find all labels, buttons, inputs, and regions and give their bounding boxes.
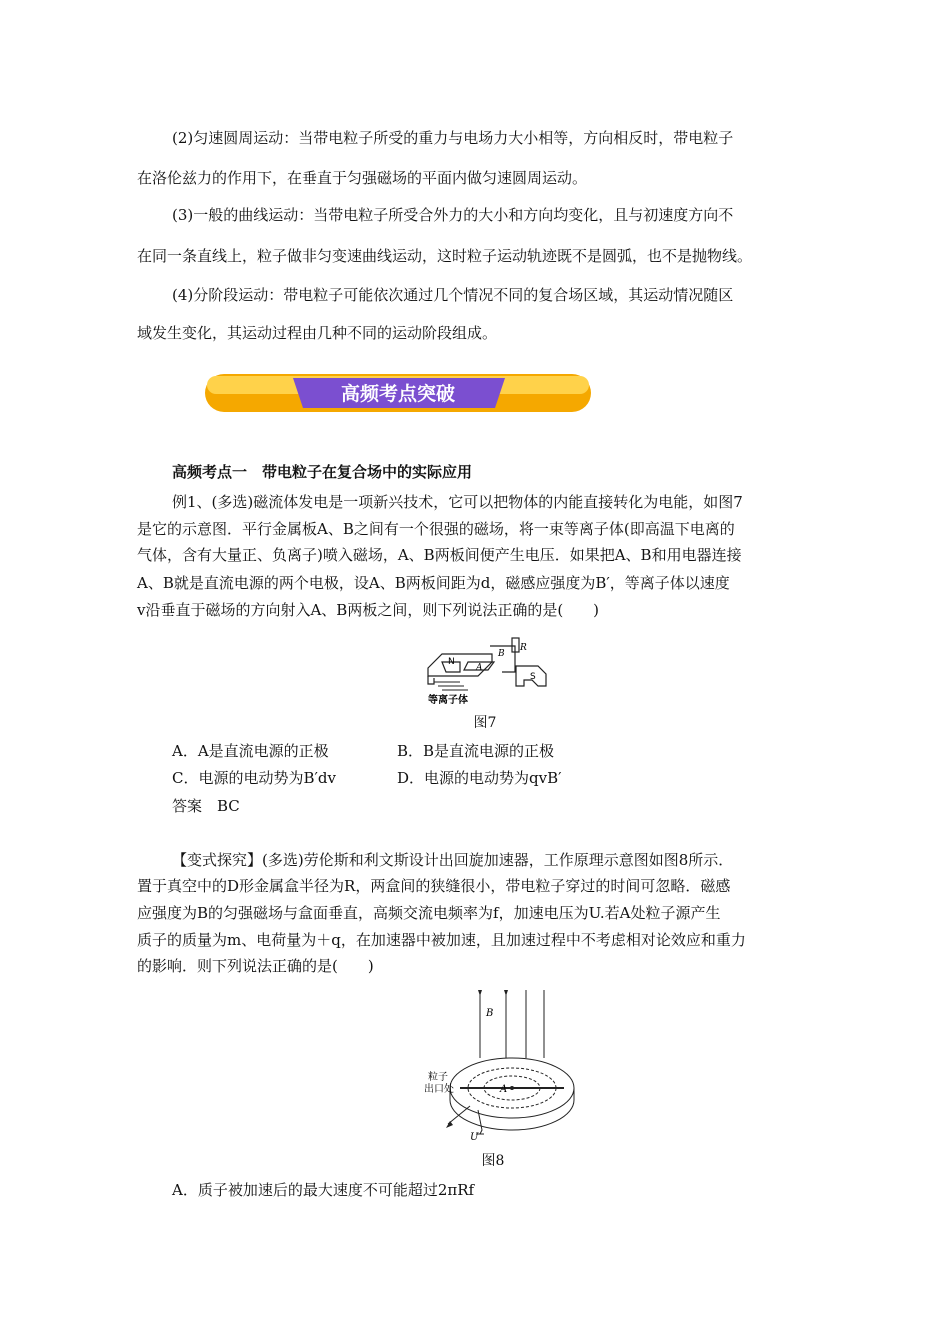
ex1-line4: A、B就是直流电源的两个电极，设A、B两板间距为d，磁感应强度为B′，等离子体以速度 [137, 574, 730, 592]
fig7-label-plasma: 等离子体 [428, 695, 468, 706]
ex1-option-d: D．电源的电动势为qvB′ [397, 769, 562, 787]
fig8-label-a: A [500, 1084, 508, 1095]
fig7-label-s: S [530, 672, 536, 682]
banner-text: 高频考点突破 [340, 383, 456, 405]
ex1-option-c: C．电源的电动势为B′dv [172, 769, 336, 787]
var-option-a: A．质子被加速后的最大速度不可能超过2πRf [172, 1181, 475, 1199]
ex1-answer: 答案 BC [172, 797, 240, 815]
fig8-label-exit-2: 出口处 [424, 1084, 454, 1095]
fig7-label-r: R [520, 643, 527, 653]
fig7-label-a: A [476, 663, 483, 673]
var-line1: 【变式探究】(多选)劳伦斯和利文斯设计出回旋加速器，工作原理示意图如图8所示． [172, 851, 734, 869]
var-line4: 质子的质量为m、电荷量为＋q，在加速器中被加速，且加速过程中不考虑相对论效应和重力 [137, 931, 746, 949]
var-line5: 的影响．则下列说法正确的是( ) [137, 957, 374, 975]
intro-p6: 域发生变化，其运动过程由几种不同的运动阶段组成。 [137, 324, 498, 342]
fig8-label-b: B [486, 1008, 494, 1019]
figure-7-diagram [420, 632, 560, 707]
ex1-line5: v沿垂直于磁场的方向射入A、B两板之间，则下列说法正确的是( ) [137, 601, 600, 619]
var-line3: 应强度为B的匀强磁场与盒面垂直，高频交流电频率为f，加速电压为U.若A处粒子源产生 [137, 904, 721, 922]
intro-p2: 在洛伦兹力的作用下，在垂直于匀强磁场的平面内做匀速圆周运动。 [137, 169, 588, 187]
figure-7-caption: 图7 [473, 715, 497, 731]
var-line2: 置于真空中的D形金属盒半径为R，两盒间的狭缝很小，带电粒子穿过的时间可忽略．磁感 [137, 877, 731, 895]
figure-8-caption: 图8 [481, 1153, 505, 1169]
figure-8-diagram [420, 988, 580, 1143]
section-banner [205, 372, 591, 414]
fig7-label-b: B [498, 649, 505, 659]
fig7-label-n: N [448, 657, 455, 667]
ex1-option-b: B．B是直流电源的正极 [397, 742, 555, 760]
intro-p1: (2)匀速圆周运动：当带电粒子所受的重力与电场力大小相等，方向相反时，带电粒子 [172, 129, 734, 147]
fig8-label-exit-1: 粒子 [428, 1072, 448, 1083]
section-title: 高频考点一 带电粒子在复合场中的实际应用 [172, 463, 473, 481]
ex1-line1: 例1、(多选)磁流体发电是一项新兴技术，它可以把物体的内能直接转化为电能，如图7 [172, 493, 743, 511]
ex1-option-a: A．A是直流电源的正极 [172, 742, 329, 760]
intro-p5: (4)分阶段运动：带电粒子可能依次通过几个情况不同的复合场区域，其运动情况随区 [172, 286, 734, 304]
intro-p3: (3)一般的曲线运动：当带电粒子所受合外力的大小和方向均变化，且与初速度方向不 [172, 206, 734, 224]
ex1-line2: 是它的示意图．平行金属板A、B之间有一个很强的磁场，将一束等离子体(即高温下电离的 [137, 520, 735, 538]
intro-p4: 在同一条直线上，粒子做非匀变速曲线运动，这时粒子运动轨迹既不是圆弧，也不是抛物线。 [137, 247, 753, 265]
fig8-label-u: U [470, 1132, 479, 1143]
ex1-line3: 气体，含有大量正、负离子)喷入磁场，A、B两板间便产生电压．如果把A、B和用电器连接 [137, 546, 742, 564]
